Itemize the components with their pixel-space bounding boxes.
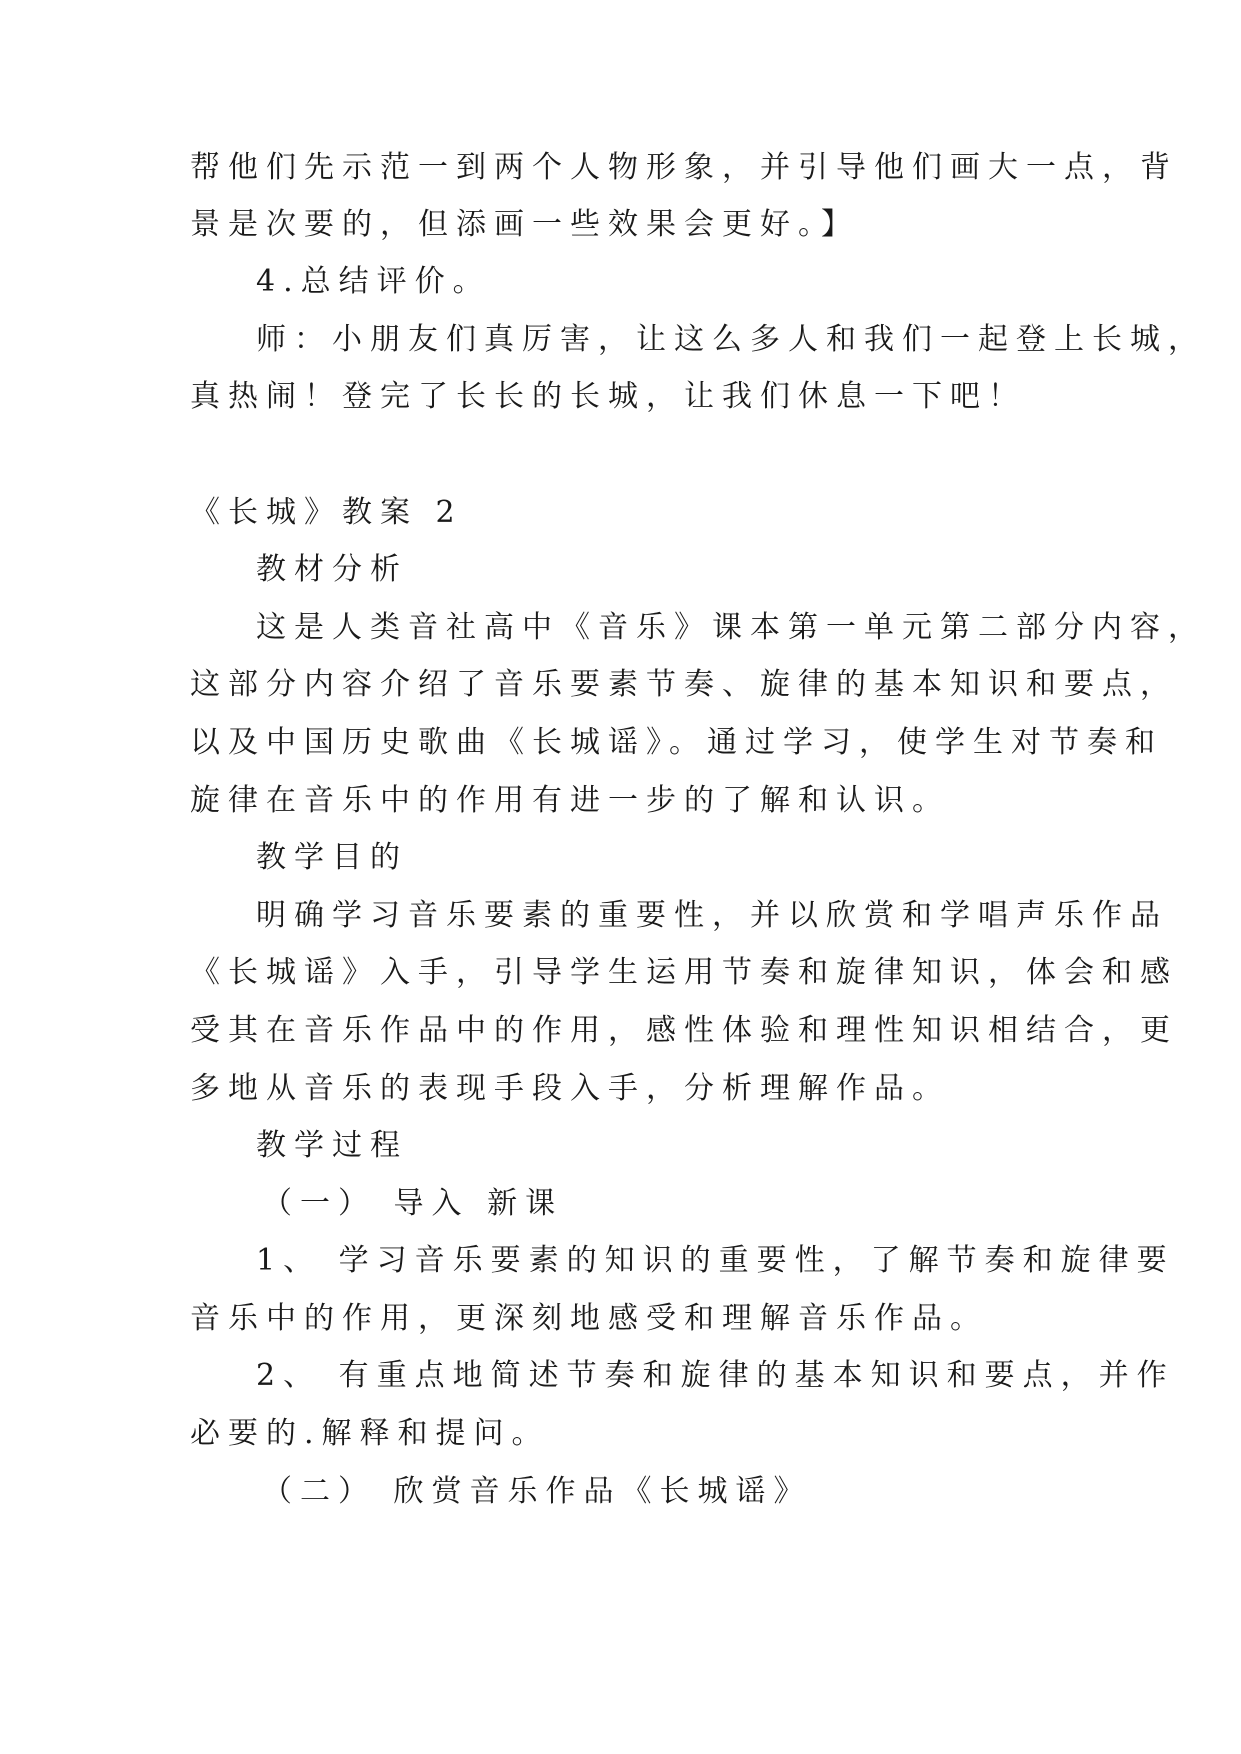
paragraph-line: 明确学习音乐要素的重要性，并以欣赏和学唱声乐作品 [256, 898, 1168, 933]
list-item: 1、 学习音乐要素的知识的重要性，了解节奏和旋律要 [256, 1243, 1175, 1278]
paragraph-line: 这部分内容介绍了音乐要素节奏、旋律的基本知识和要点， [190, 667, 1178, 702]
paragraph-line: 受其在音乐作品中的作用，感性体验和理性知识相结合，更 [190, 1013, 1178, 1048]
section-heading: 教学过程 [256, 1128, 408, 1163]
section-heading: 教材分析 [256, 552, 408, 587]
section-heading: 教学目的 [256, 840, 408, 875]
paragraph-line: 帮他们先示范一到两个人物形象，并引导他们画大一点，背 [190, 150, 1178, 185]
section-heading: 4.总结评价。 [256, 264, 491, 299]
document-title: 《长城》教案 2 [190, 495, 463, 530]
subsection-heading: （二） 欣赏音乐作品《长城谣》 [262, 1474, 812, 1509]
list-item-continuation: 音乐中的作用，更深刻地感受和理解音乐作品。 [190, 1301, 988, 1336]
paragraph-line: 旋律在音乐中的作用有进一步的了解和认识。 [190, 783, 950, 818]
paragraph-line: 以及中国历史歌曲《长城谣》。通过学习，使学生对节奏和 [190, 725, 1163, 760]
list-item-continuation: 必要的.解释和提问。 [190, 1416, 550, 1451]
subsection-heading: （一） 导入 新课 [262, 1186, 564, 1221]
paragraph-line: 这是人类音社高中《音乐》课本第一单元第二部分内容， [256, 610, 1206, 645]
paragraph-line: 景是次要的，但添画一些效果会更好。】 [190, 207, 859, 242]
list-item: 2、 有重点地简述节奏和旋律的基本知识和要点，并作 [256, 1358, 1175, 1393]
paragraph-line: 《长城谣》入手，引导学生运用节奏和旋律知识，体会和感 [190, 955, 1178, 990]
paragraph-line: 多地从音乐的表现手段入手，分析理解作品。 [190, 1071, 950, 1106]
paragraph-line: 真热闹！登完了长长的长城，让我们休息一下吧！ [190, 379, 1026, 414]
paragraph-line: 师：小朋友们真厉害，让这么多人和我们一起登上长城， [256, 322, 1206, 357]
